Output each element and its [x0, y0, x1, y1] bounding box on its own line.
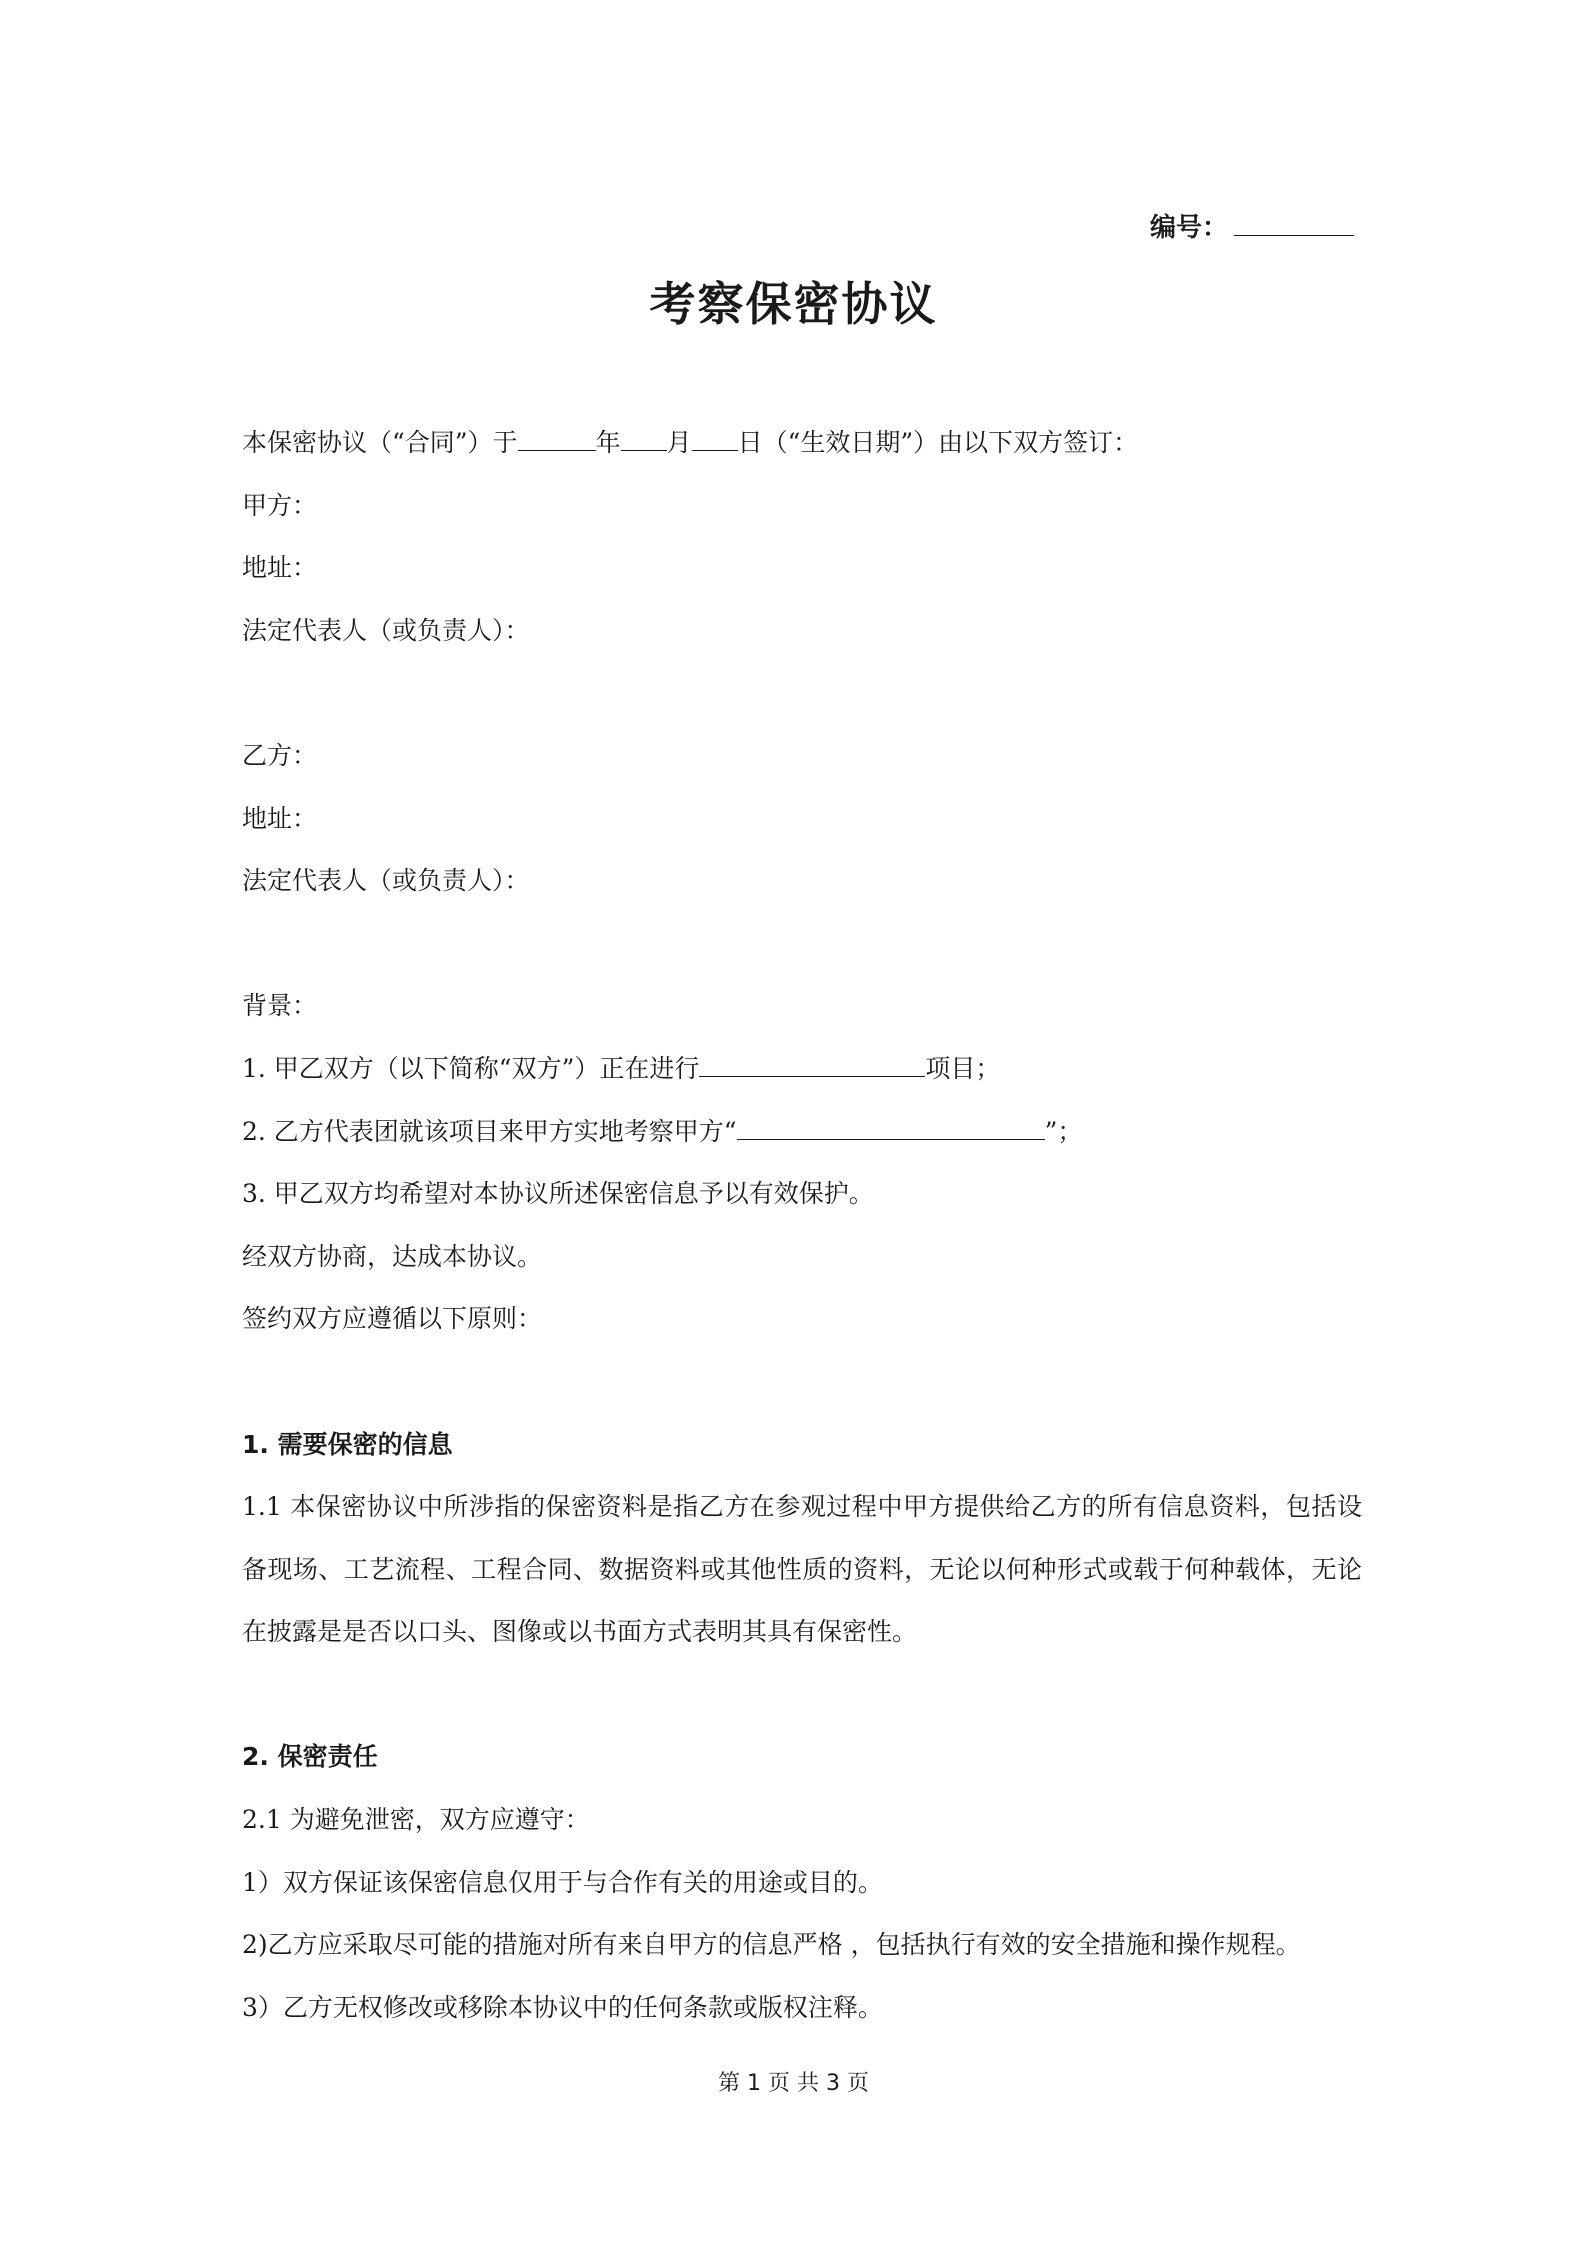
background-item-1-post: 项目； [925, 1053, 1001, 1083]
background-item-2-pre: 2. 乙方代表团就该项目来甲方实地考察甲方“ [242, 1116, 737, 1146]
section-2-heading: 2. 保密责任 [242, 1742, 378, 1772]
section-1-paragraph: 1.1 本保密协议中所涉指的保密资料是指乙方在参观过程中甲方提供给乙方的所有信息资料，包括设备现场、工艺流程、工程合同、数据资料或其他性质的资料，无论以何种形式或载于何种载体，无论在披露是是否以口头、图像或以书面方式表明其具有保密性。 [242, 1492, 1362, 1647]
section-2-item-3: 3）乙方无权修改或移除本协议中的任何条款或版权注释。 [242, 1992, 883, 2022]
month-blank [621, 428, 667, 451]
page-footer: 第 1 页 共 3 页 [718, 2071, 869, 2096]
intro-text-2: 年 [595, 428, 621, 457]
background-item-2-post: ”； [1044, 1116, 1083, 1146]
serial-blank [1234, 211, 1354, 236]
section-2-intro: 2.1 为避免泄密，双方应遵守： [242, 1805, 590, 1835]
party-a-address: 地址： [242, 553, 318, 583]
spacer [242, 1664, 1362, 1727]
project-blank [699, 1054, 925, 1077]
party-b-address: 地址： [242, 803, 318, 833]
document-title: 考察保密协议 [649, 277, 938, 331]
year-blank [518, 428, 596, 451]
section-1-heading: 1. 需要保密的信息 [242, 1429, 453, 1459]
background-item-3: 3. 甲乙双方均希望对本协议所述保密信息予以有效保护。 [242, 1179, 874, 1209]
background-item-1 [242, 1038, 1362, 1101]
spacer [242, 913, 1362, 976]
intro-text-3: 月 [666, 428, 692, 457]
party-a-name: 甲方： [242, 490, 318, 520]
background-label: 背景： [242, 991, 318, 1021]
party-b-name: 乙方： [242, 740, 318, 770]
principles-line: 签约双方应遵循以下原则： [242, 1304, 543, 1334]
spacer [242, 662, 1362, 725]
serial-number [1150, 207, 1354, 244]
section-2-item-2: 2)乙方应采取尽可能的措施对所有来自甲方的信息严格 ，包括执行有效的安全措施和操作规程。 [242, 1930, 1301, 1960]
party-a-rep: 法定代表人（或负责人）： [242, 615, 530, 645]
document-body [242, 412, 1362, 2039]
section-2-item-1: 1）双方保证该保密信息仅用于与合作有关的用途或目的。 [242, 1867, 883, 1897]
spacer [242, 1351, 1362, 1414]
intro-text-1: 本保密协议（“合同”）于 [242, 428, 518, 457]
party-b-rep: 法定代表人（或负责人）： [242, 866, 530, 896]
background-item-1-pre: 1. 甲乙双方（以下简称“双方”）正在进行 [242, 1053, 700, 1083]
day-blank [692, 428, 738, 451]
background-item-2 [242, 1101, 1362, 1164]
agreed-line: 经双方协商，达成本协议。 [242, 1241, 543, 1271]
serial-label: 编号： [1150, 213, 1229, 243]
intro-text-4: 日（“生效日期”）由以下双方签订： [737, 428, 1139, 457]
site-blank [737, 1117, 1045, 1140]
intro-line [242, 412, 1362, 475]
